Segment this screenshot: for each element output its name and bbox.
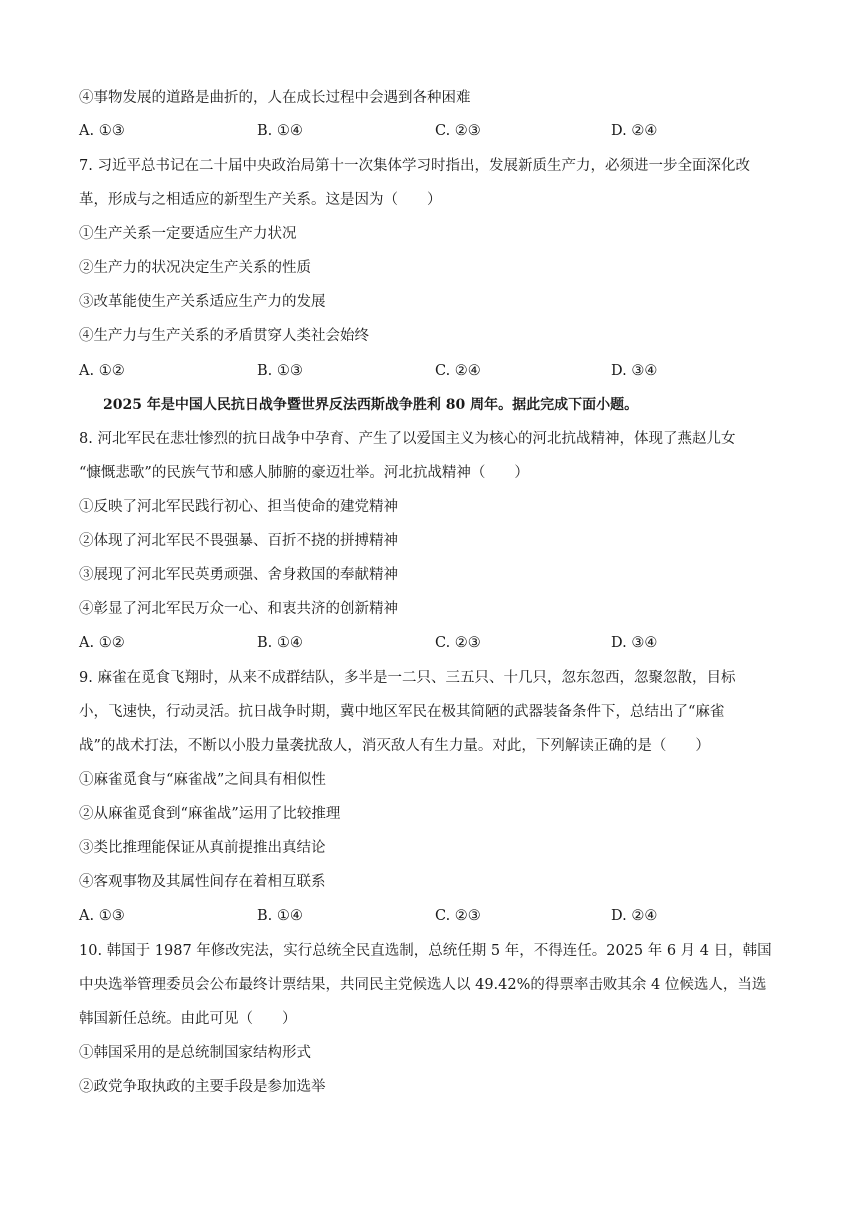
q6-option-d[interactable]: D. ②④ bbox=[611, 123, 658, 139]
q9-option-a[interactable]: A. ①③ bbox=[79, 908, 125, 924]
q6-option-c[interactable]: C. ②③ bbox=[435, 123, 481, 139]
q8-option-c[interactable]: C. ②③ bbox=[435, 635, 481, 651]
q8-option-b[interactable]: B. ①④ bbox=[257, 635, 303, 651]
q7-stem-line-1: 7. 习近平总书记在二十届中央政治局第十一次集体学习时指出，发展新质生产力，必须进一步全面深化改 bbox=[79, 158, 750, 174]
q8-choice-2: ②体现了河北军民不畏强暴、百折不挠的拼搏精神 bbox=[79, 533, 398, 549]
q8-option-d[interactable]: D. ③④ bbox=[611, 635, 658, 651]
q9-choice-3: ③类比推理能保证从真前提推出真结论 bbox=[79, 840, 326, 856]
q9-stem-line-2: 小，飞速快，行动灵活。抗日战争时期，冀中地区军民在极其简陋的武器装备条件下，总结出了“麻雀 bbox=[79, 704, 725, 720]
q7-option-b[interactable]: B. ①③ bbox=[257, 363, 303, 379]
q6-option-b[interactable]: B. ①④ bbox=[257, 123, 303, 139]
q8-stem-line-1: 8. 河北军民在悲壮惨烈的抗日战争中孕育、产生了以爱国主义为核心的河北抗战精神，体现了燕赵儿女 bbox=[79, 431, 736, 447]
q7-choice-3: ③改革能使生产关系适应生产力的发展 bbox=[79, 294, 326, 310]
q9-stem-line-3: 战”的战术打法，不断以小股力量袭扰敌人，消灭敌人有生力量。对此，下列解读正确的是（ ） bbox=[79, 738, 710, 754]
q8-choice-4: ④彰显了河北军民万众一心、和衷共济的创新精神 bbox=[79, 601, 398, 617]
q6-options bbox=[79, 121, 779, 141]
q10-stem-line-3: 韩国新任总统。由此可见（ ） bbox=[79, 1011, 297, 1027]
q7-options bbox=[79, 361, 779, 381]
q7-option-d[interactable]: D. ③④ bbox=[611, 363, 658, 379]
q7-choice-1: ①生产关系一定要适应生产力状况 bbox=[79, 226, 297, 242]
q7-choice-2: ②生产力的状况决定生产关系的性质 bbox=[79, 260, 311, 276]
q9-option-b[interactable]: B. ①④ bbox=[257, 908, 303, 924]
q8-stem-line-2: “慷慨悲歌”的民族气节和感人肺腑的豪迈壮举。河北抗战精神（ ） bbox=[79, 465, 529, 481]
q9-options bbox=[79, 906, 779, 926]
q9-option-c[interactable]: C. ②③ bbox=[435, 908, 481, 924]
q6-choice-4: ④事物发展的道路是曲折的，人在成长过程中会遇到各种困难 bbox=[79, 90, 471, 106]
q6-option-a[interactable]: A. ①③ bbox=[79, 123, 125, 139]
q10-stem-line-2: 中央选举管理委员会公布最终计票结果，共同民主党候选人以 49.42%的得票率击败其余 4 位候选人，当选 bbox=[79, 977, 767, 993]
q7-choice-4: ④生产力与生产关系的矛盾贯穿人类社会始终 bbox=[79, 328, 369, 344]
q8-choice-1: ①反映了河北军民践行初心、担当使命的建党精神 bbox=[79, 499, 398, 515]
q9-choice-1: ①麻雀觅食与“麻雀战”之间具有相似性 bbox=[79, 772, 326, 788]
q8-options bbox=[79, 633, 779, 653]
q7-option-c[interactable]: C. ②④ bbox=[435, 363, 481, 379]
section-intro: 2025 年是中国人民抗日战争暨世界反法西斯战争胜利 80 周年。据此完成下面小题。 bbox=[103, 397, 639, 413]
q9-stem-line-1: 9. 麻雀在觅食飞翔时，从来不成群结队，多半是一二只、三五只、十几只，忽东忽西，忽聚忽散，目标 bbox=[79, 670, 736, 686]
q8-choice-3: ③展现了河北军民英勇顽强、舍身救国的奉献精神 bbox=[79, 567, 398, 583]
q10-stem-line-1: 10. 韩国于 1987 年修改宪法，实行总统全民直选制，总统任期 5 年，不得连任。2025 年 6 月 4 日，韩国 bbox=[79, 943, 772, 959]
q7-stem-line-2: 革，形成与之相适应的新型生产关系。这是因为（ ） bbox=[79, 192, 442, 208]
q8-option-a[interactable]: A. ①② bbox=[79, 635, 125, 651]
q9-option-d[interactable]: D. ②④ bbox=[611, 908, 658, 924]
q10-choice-2: ②政党争取执政的主要手段是参加选举 bbox=[79, 1079, 326, 1095]
q9-choice-2: ②从麻雀觅食到“麻雀战”运用了比较推理 bbox=[79, 806, 341, 822]
q10-choice-1: ①韩国采用的是总统制国家结构形式 bbox=[79, 1045, 311, 1061]
q7-option-a[interactable]: A. ①② bbox=[79, 363, 125, 379]
q9-choice-4: ④客观事物及其属性间存在着相互联系 bbox=[79, 874, 326, 890]
